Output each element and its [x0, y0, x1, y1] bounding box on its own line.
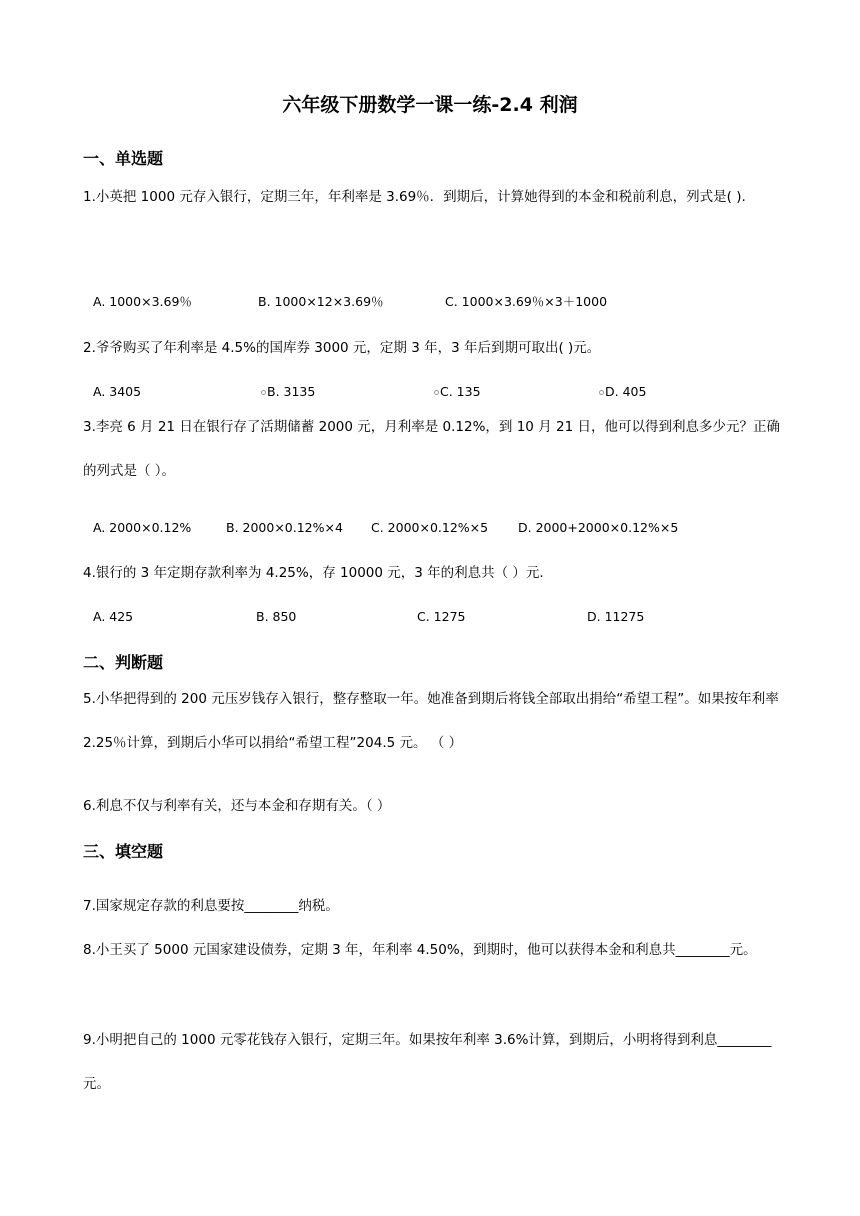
- option-b: B. 3135: [267, 384, 316, 399]
- question-2: 2.爷爷购买了年利率是 4.5%的国库券 3000 元，定期 3 年，3 年后到期可取出( )元。: [83, 340, 601, 356]
- option-c: C. 1000×3.69％×3＋1000: [445, 294, 608, 309]
- page-title: 六年级下册数学一课一练-2.4 利润: [282, 94, 578, 116]
- option-d-wrap: [599, 381, 646, 403]
- option-a: A. 3405: [93, 384, 142, 399]
- option-c-wrap: [434, 381, 481, 403]
- option-b: B. 850: [256, 609, 297, 624]
- question-4: 4.银行的 3 年定期存款利率为 4.25%，存 10000 元，3 年的利息共（ ）元.: [83, 565, 544, 581]
- question-5: 5.小华把得到的 200 元压岁钱存入银行，整存整取一年。她准备到期后将钱全部取出捐给“希望工程”。如果按年利率 2.25％计算，到期后小华可以捐给“希望工程”204.5 元。 （ ）: [83, 691, 779, 751]
- question-3: 3.李亮 6 月 21 日在银行存了活期储蓄 2000 元，月利率是 0.12%，到 10 月 21 日，他可以得到利息多少元？正确的列式是（ ）。: [83, 419, 780, 479]
- bullet-icon: [434, 390, 439, 395]
- section-heading-true-false: 二、判断题: [83, 653, 164, 672]
- question-8: 8.小王买了 5000 元国家建设债券，定期 3 年，年利率 4.50%，到期时，他可以获得本金和利息共________元。: [83, 942, 757, 958]
- question-3-options: [93, 517, 773, 539]
- option-c: C. 135: [440, 384, 481, 399]
- option-b-wrap: [261, 381, 315, 403]
- option-d: D. 405: [605, 384, 647, 399]
- question-2-options: [93, 381, 773, 403]
- bullet-icon: [599, 390, 604, 395]
- section-heading-fill-in: 三、填空题: [83, 842, 164, 861]
- option-c: C. 1275: [417, 609, 466, 624]
- option-b: B. 2000×0.12%×4: [226, 520, 343, 535]
- option-d: D. 2000+2000×0.12%×5: [518, 520, 679, 535]
- option-a: A. 2000×0.12%: [93, 520, 192, 535]
- option-a: A. 1000×3.69％: [93, 294, 192, 309]
- question-6: 6.利息不仅与利率有关，还与本金和存期有关。（ ）: [83, 798, 391, 814]
- option-d: D. 11275: [587, 609, 645, 624]
- bullet-icon: [261, 390, 266, 395]
- question-7: 7.国家规定存款的利息要按________纳税。: [83, 898, 339, 914]
- question-9: 9.小明把自己的 1000 元零花钱存入银行，定期三年。如果按年利率 3.6%计算，到期后，小明将得到利息________元。: [83, 1032, 772, 1092]
- section-heading-single-choice: 一、单选题: [83, 149, 164, 168]
- option-c: C. 2000×0.12%×5: [371, 520, 489, 535]
- option-b: B. 1000×12×3.69％: [258, 294, 384, 309]
- question-4-options: [93, 606, 773, 628]
- question-1-options: [93, 291, 773, 313]
- option-a: A. 425: [93, 609, 134, 624]
- question-1: 1.小英把 1000 元存入银行，定期三年，年利率是 3.69％．到期后，计算她得到的本金和税前利息，列式是( ).: [83, 189, 746, 205]
